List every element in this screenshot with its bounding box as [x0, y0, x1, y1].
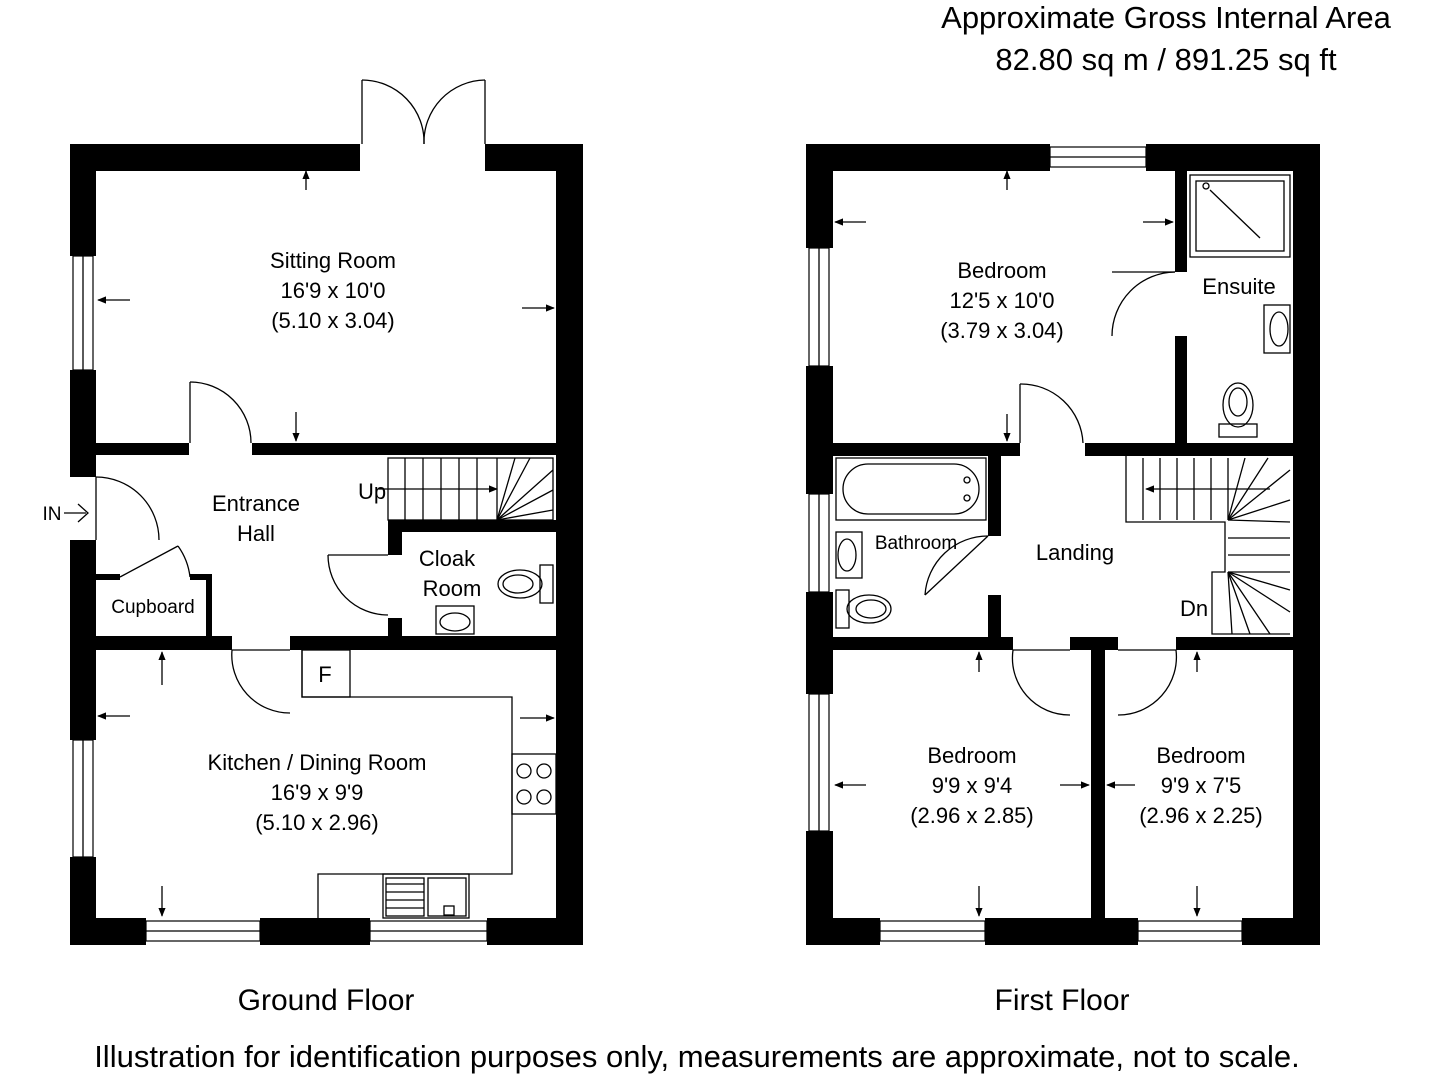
landing-name: Landing: [1035, 540, 1115, 565]
ensuite-name: Ensuite: [1202, 274, 1276, 299]
cupboard-wall: [96, 574, 120, 580]
ff-stairs-label: Dn: [1179, 596, 1209, 621]
disclaimer: Illustration for identification purposes only, measurements are approximate, not to scale.: [94, 1039, 1300, 1074]
bathroom-basin: [836, 532, 862, 578]
cloakroom-basin: [436, 606, 474, 634]
sitting-room-metric: (5.10 x 3.04): [271, 308, 395, 333]
hall-name-line2: Hall: [237, 521, 275, 546]
ff-internal-wall: [988, 456, 1001, 536]
bedroom2-metric: (2.96 x 2.85): [910, 803, 1034, 828]
ff-top-wall: [806, 144, 1050, 171]
ff-left-wall: [806, 592, 833, 694]
ff-internal-wall: [833, 443, 1020, 456]
ff-right-wall: [1293, 144, 1320, 945]
hall-name-line1: Entrance: [211, 491, 301, 516]
ff-bottom-wall: [1242, 918, 1320, 945]
gf-internal-wall: [388, 520, 556, 532]
ff-internal-wall: [833, 637, 1013, 650]
gf-left-wall: [70, 370, 96, 477]
area-title: Approximate Gross Internal Area: [941, 0, 1391, 35]
bedroom3-imperial: 9'9 x 7'5: [1160, 773, 1242, 798]
gf-staircase: [378, 458, 553, 520]
first-floor-title: First Floor: [994, 984, 1130, 1017]
ff-internal-wall: [1175, 336, 1187, 446]
bedroom1-metric: (3.79 x 3.04): [940, 318, 1064, 343]
gf-internal-wall: [96, 636, 232, 650]
bathtub: [836, 458, 986, 520]
cloakroom-name-line2: Room: [422, 576, 482, 601]
gf-stairs-label: Up: [357, 479, 387, 504]
entry-label: IN: [42, 504, 62, 525]
bathroom-name: Bathroom: [874, 533, 958, 554]
ensuite-wc: [1219, 383, 1257, 437]
sink: [383, 874, 469, 918]
cloakroom-wc: [498, 565, 553, 603]
gf-internal-wall: [252, 443, 556, 455]
bedroom2-name: Bedroom: [927, 743, 1017, 768]
gf-internal-wall: [388, 520, 402, 555]
ff-internal-wall: [1085, 443, 1293, 456]
ground-floor-title: Ground Floor: [237, 984, 415, 1017]
french-doors: [362, 80, 485, 144]
ensuite-basin: [1264, 305, 1290, 353]
bedroom1-name: Bedroom: [957, 258, 1047, 283]
gf-doors: [96, 382, 388, 713]
cloakroom-name-line1: Cloak: [418, 546, 476, 571]
sitting-room-imperial: 16'9 x 10'0: [280, 278, 386, 303]
sitting-room-name: Sitting Room: [270, 248, 396, 273]
ff-left-wall: [806, 144, 833, 248]
ff-bottom-wall: [806, 918, 880, 945]
ff-internal-wall: [1175, 171, 1187, 272]
gf-internal-wall: [290, 636, 556, 650]
kitchen-name: Kitchen / Dining Room: [207, 750, 427, 775]
ground-floor-plan: [43, 80, 584, 1017]
cupboard-name: Cupboard: [111, 597, 195, 618]
gf-left-wall: [70, 144, 96, 256]
gf-right-wall: [556, 144, 583, 945]
fridge-label: F: [318, 662, 332, 687]
ff-internal-wall: [1176, 637, 1293, 650]
kitchen-metric: (5.10 x 2.96): [255, 810, 379, 835]
gf-top-wall-left: [70, 144, 360, 171]
gf-bottom-wall: [487, 918, 583, 945]
bathroom-wc: [836, 590, 891, 628]
gf-internal-wall: [96, 443, 189, 455]
bedroom2-imperial: 9'9 x 9'4: [931, 773, 1013, 798]
gf-bottom-wall: [70, 918, 146, 945]
area-value: 82.80 sq m / 891.25 sq ft: [995, 42, 1337, 77]
hob: [512, 754, 556, 814]
entry-arrow-icon: [64, 504, 88, 522]
cupboard-wall: [206, 574, 212, 636]
bedroom1-imperial: 12'5 x 10'0: [949, 288, 1055, 313]
shower-tray: [1190, 175, 1290, 257]
gf-bottom-wall: [260, 918, 370, 945]
bedroom3-metric: (2.96 x 2.25): [1139, 803, 1263, 828]
bedroom3-name: Bedroom: [1156, 743, 1246, 768]
kitchen-imperial: 16'9 x 9'9: [270, 780, 364, 805]
gf-left-wall: [70, 540, 96, 740]
first-floor-plan: [806, 144, 1320, 1017]
ff-internal-wall: [1091, 637, 1105, 918]
ff-left-wall: [806, 366, 833, 494]
ff-bottom-wall: [985, 918, 1138, 945]
